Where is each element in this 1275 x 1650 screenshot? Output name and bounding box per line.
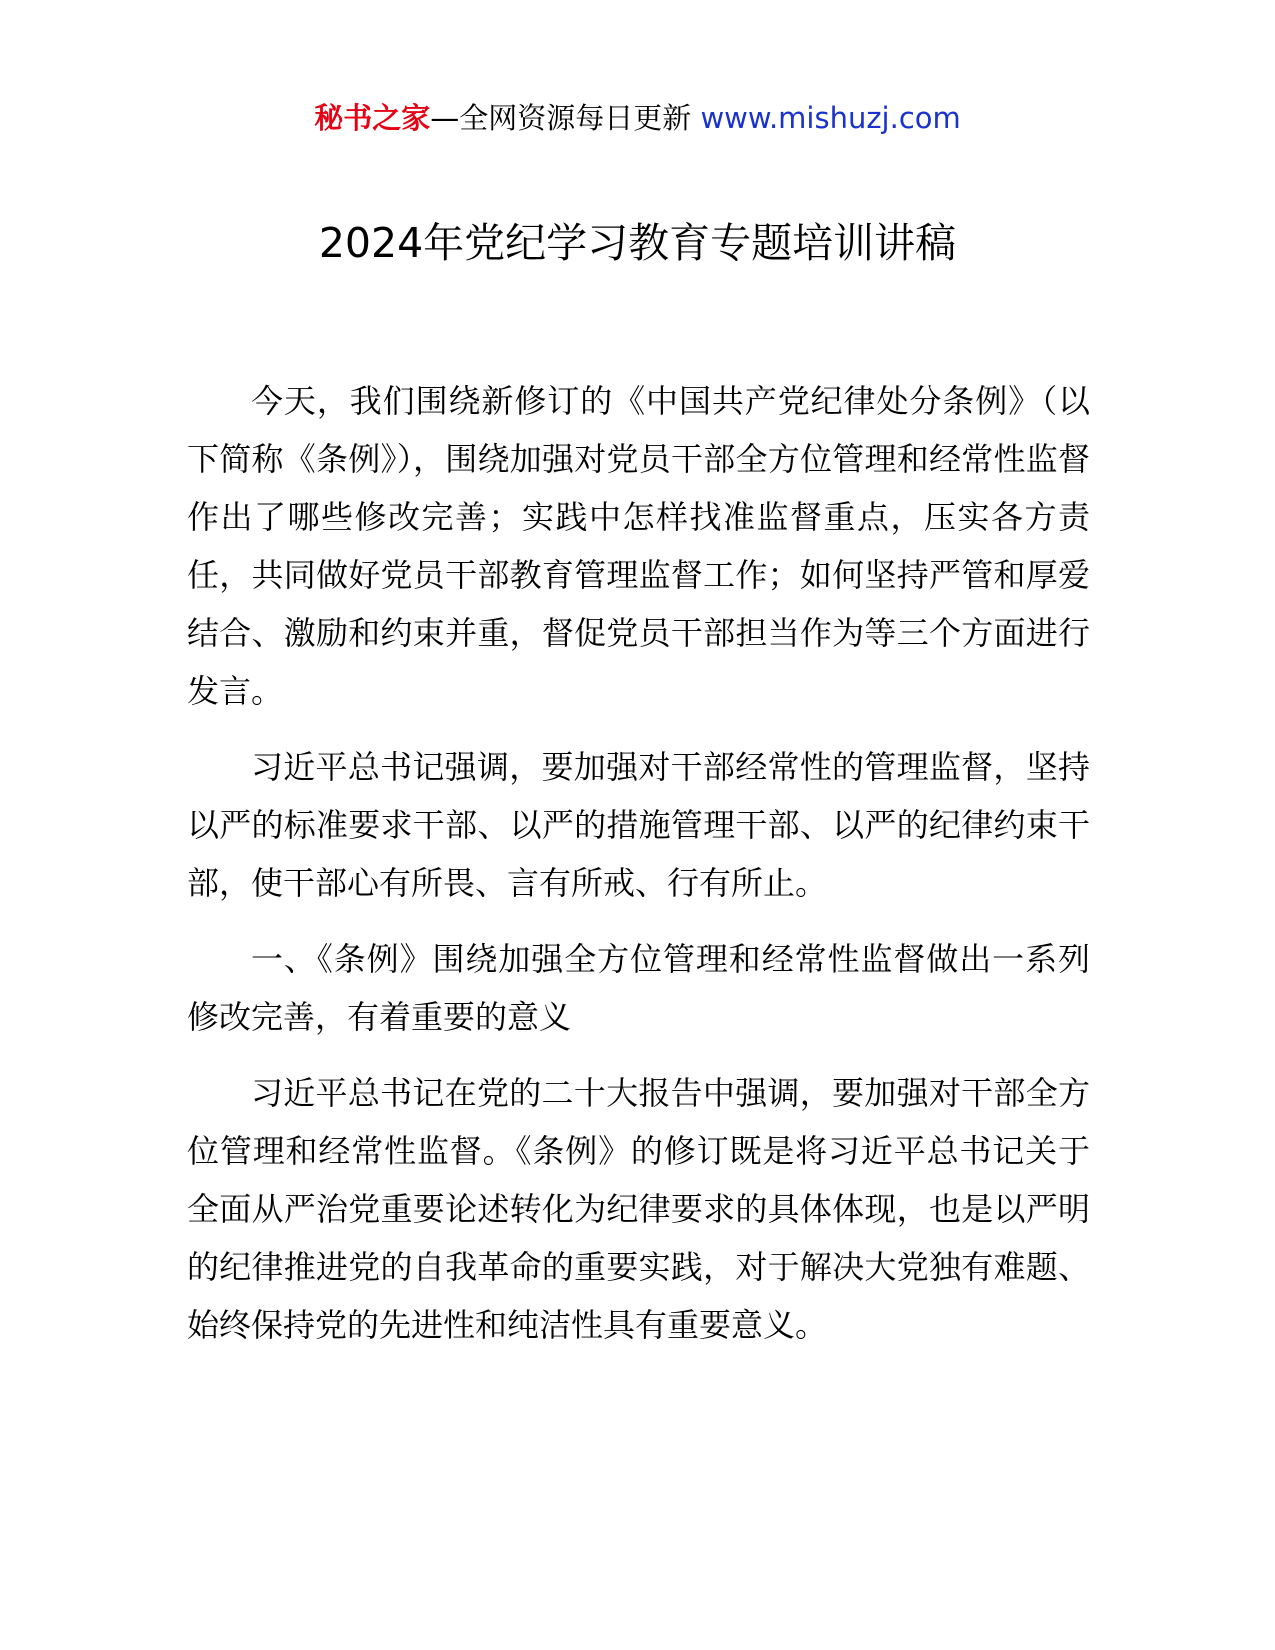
- site-url-link[interactable]: www.mishuzj.com: [700, 101, 961, 135]
- body-paragraph-intro: 今天，我们围绕新修订的《中国共产党纪律处分条例》（以下简称《条例》），围绕加强对党员干部全方位管理和经常性监督作出了哪些修改完善；实践中怎样找准监督重点，压实各方责任，共同做好党员干部教育管理监督工作；如何坚持严管和厚爱结合、激励和约束并重，督促党员干部担当作为等三个方面进行发言。: [187, 382, 1090, 710]
- header-tagline: —全网资源每日更新: [430, 101, 692, 135]
- section-heading-1: 一、《条例》围绕加强全方位管理和经常性监督做出一系列修改完善，有着重要的意义: [187, 941, 1090, 1035]
- document-title: 2024年党纪学习教育专题培训讲稿: [318, 219, 957, 267]
- document-body: [187, 372, 1090, 1354]
- body-paragraph-significance: 习近平总书记在党的二十大报告中强调，要加强对干部全方位管理和经常性监督。《条例》的修订既是将习近平总书记关于全面从严治党重要论述转化为纪律要求的具体体现，也是以严明的纪律推进党的自我革命的重要实践，对于解决大党独有难题、始终保持党的先进性和纯洁性具有重要意义。: [187, 1074, 1090, 1344]
- site-header: [0, 98, 1275, 138]
- body-paragraph-quote: 习近平总书记强调，要加强对干部经常性的管理监督，坚持以严的标准要求干部、以严的措施管理干部、以严的纪律约束干部，使干部心有所畏、言有所戒、行有所止。: [187, 748, 1090, 902]
- brand-name: 秘书之家: [314, 101, 431, 135]
